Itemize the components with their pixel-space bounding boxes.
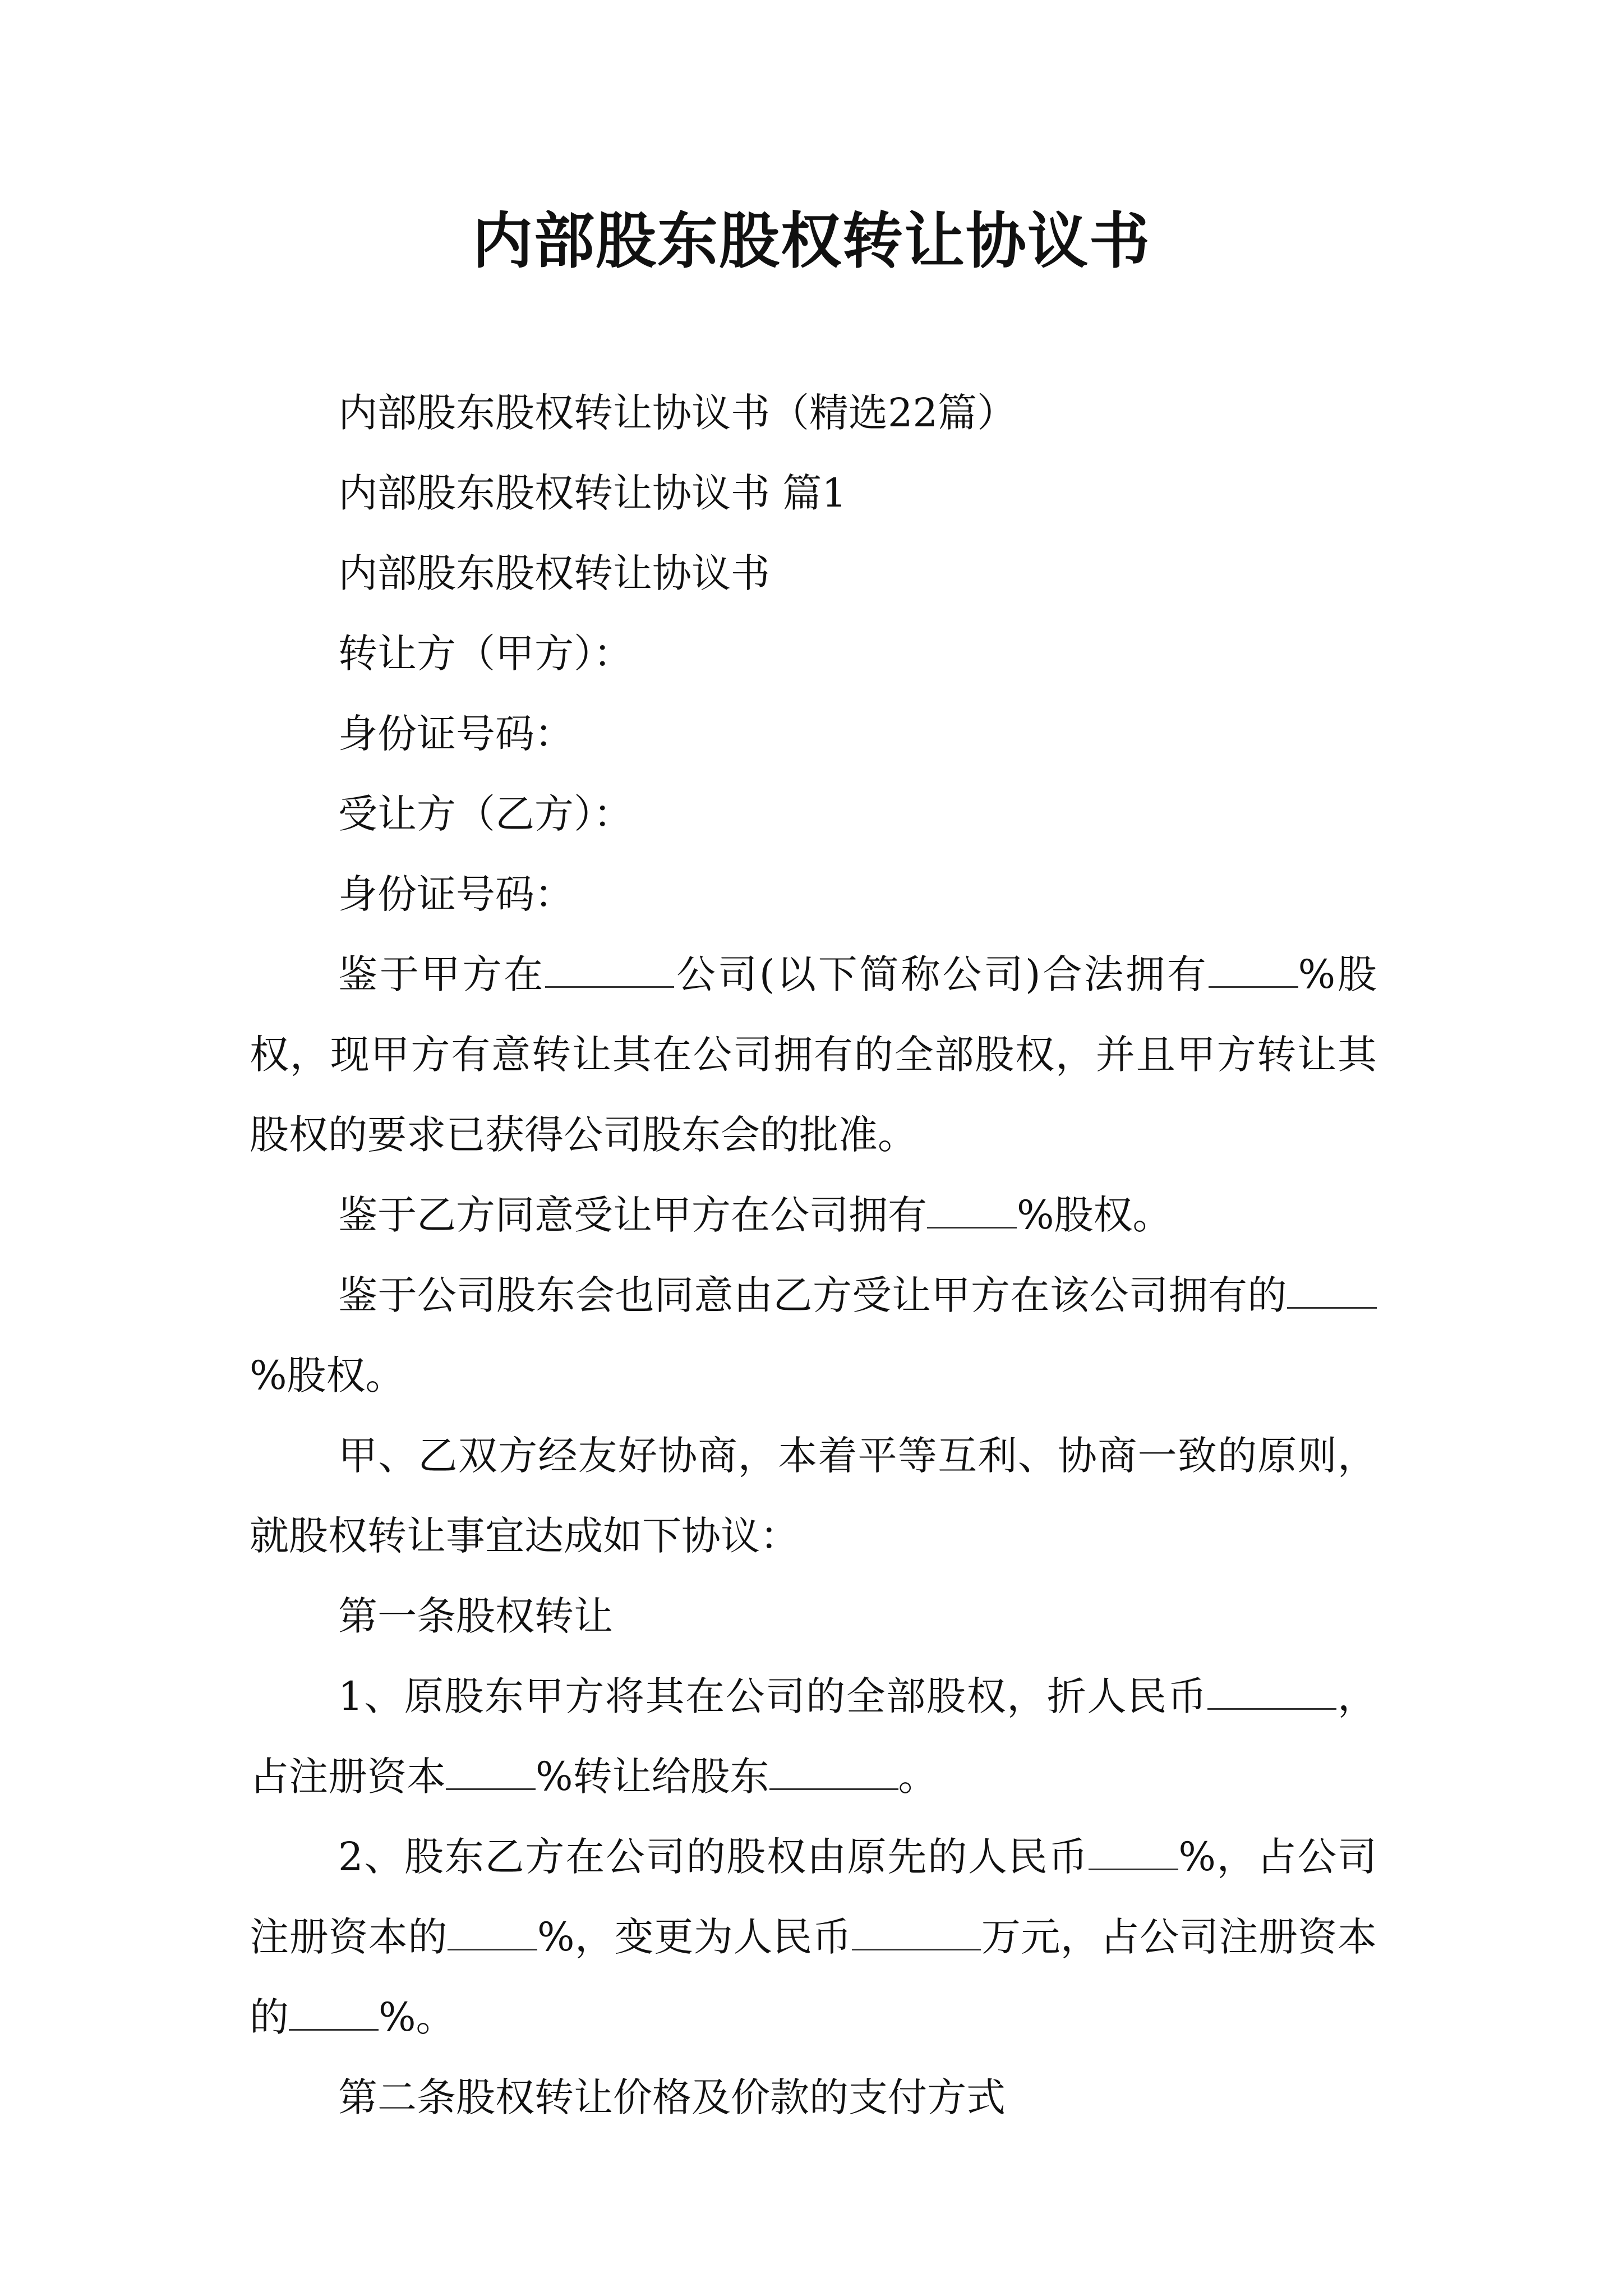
text-segment: %股权，现甲方有意转让其在公司拥有的全部股权，并且甲方转让其股权的要求已获得公司股东会的批准。 — [250, 951, 1377, 1158]
share-percent-blank — [1287, 1272, 1377, 1309]
transferor-line: 转让方（甲方）： — [338, 631, 633, 677]
text-segment: %，变更为人民币 — [537, 1914, 852, 1960]
article-2-heading: 第二条股权转让价格及价款的支付方式 — [338, 2074, 1006, 2120]
company-name-blank — [545, 951, 674, 988]
share-percent-blank — [289, 1994, 379, 2031]
id-number-b-line: 身份证号码： — [338, 871, 574, 917]
id-number-a-line: 身份证号码： — [338, 711, 574, 757]
share-percent-blank — [448, 1914, 537, 1950]
text-segment: 1、原股东甲方将其在公司的全部股权，折人民币 — [338, 1673, 1208, 1719]
share-percent-blank — [927, 1192, 1017, 1228]
paragraph-agreement-intro: 甲、乙双方经友好协商，本着平等互利、协商一致的原则，就股权转让事宜达成如下协议： — [250, 1433, 1377, 1559]
subtitle-line: 内部股东股权转让协议书（精选22篇） — [338, 390, 1017, 436]
transferee-line: 受让方（乙方）： — [338, 791, 633, 837]
clause-1-1 — [250, 1657, 1377, 1817]
text-segment: %转让给股东 — [536, 1754, 769, 1800]
text-segment: 公司(以下简称公司)合法拥有 — [674, 951, 1209, 997]
share-percent-blank — [1089, 1834, 1178, 1870]
text-segment: 万元，占公司注册资本的 — [250, 1914, 1377, 2040]
amount-blank — [852, 1914, 981, 1950]
text-segment: %股权。 — [1017, 1192, 1172, 1238]
text-segment: ，占注册资本 — [250, 1673, 1377, 1800]
paragraph-board-consent — [250, 1255, 1377, 1416]
text-segment: %。 — [379, 1994, 455, 2040]
text-segment: 。 — [898, 1754, 938, 1800]
chapter-line: 内部股东股权转让协议书 篇1 — [338, 470, 847, 516]
text-segment: %，占公司注册资本的 — [250, 1834, 1377, 1960]
text-segment: 鉴于乙方同意受让甲方在公司拥有 — [338, 1192, 927, 1238]
paragraph-ownership — [250, 935, 1377, 1175]
share-percent-blank — [1209, 951, 1298, 988]
document-body — [250, 373, 1377, 2138]
amount-blank — [1207, 1673, 1336, 1710]
clause-1-2 — [250, 1817, 1377, 2058]
article-1-heading: 第一条股权转让 — [338, 1593, 613, 1639]
text-segment: 2、股东乙方在公司的股权由原先的人民币 — [338, 1834, 1089, 1880]
document-title: 内部股东股权转让协议书 — [472, 206, 1151, 277]
heading-line: 内部股东股权转让协议书 — [338, 550, 770, 596]
text-segment: 鉴于甲方在 — [338, 951, 546, 997]
text-segment: 鉴于公司股东会也同意由乙方受让甲方在该公司拥有的 — [338, 1272, 1287, 1318]
text-segment: %股权。 — [250, 1352, 405, 1398]
shareholder-name-blank — [769, 1754, 898, 1790]
share-percent-blank — [446, 1754, 536, 1790]
paragraph-transferee-consent — [250, 1175, 1377, 1255]
